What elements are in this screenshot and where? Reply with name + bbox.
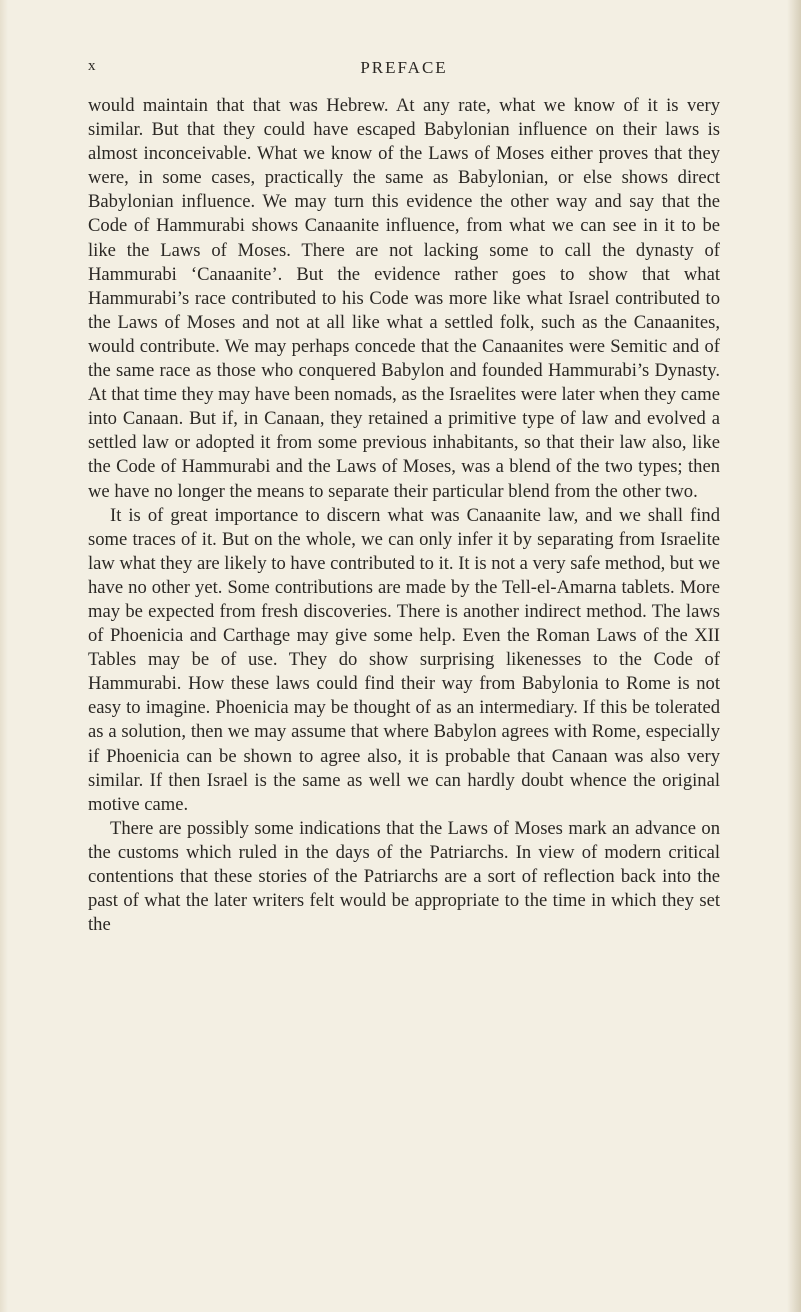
page-shadow-right — [787, 0, 801, 1312]
page-number: x — [88, 58, 96, 74]
paragraph-1: would maintain that that was Hebrew. At any rate, what we know of it is very similar. But that they could have escaped Babylonian influence on their laws is almost inconceivable. What we know of the Laws of Moses either proves that they were, in some cases, practically the same as Babylonian, or else shows direct Babylonian influence. We may turn this evidence the other way and say that the Code of Hammurabi shows Canaanite influence, from what we can see in it to be like the Laws of Moses. There are not lacking some to call the dynasty of Hammurabi ‘Canaanite’. But the evidence rather goes to show that what Hammurabi’s race contributed to his Code was more like what Israel contributed to the Laws of Moses and not at all like what a settled folk, such as the Canaanites, would contribute. We may perhaps concede that the Canaanites were Semitic and of the same race as those who conquered Babylon and founded Hammurabi’s Dynasty. At that time they may have been nomads, as the Israelites were later when they came into Canaan. But if, in Canaan, they retained a primitive type of law and evolved a settled law or adopted it from some previous inhabitants, so that their law also, like the Code of Hammurabi and the Laws of Moses, was a blend of the two types; then we have no longer the means to separate their particular blend from the other two. — [88, 95, 720, 502]
running-title: PREFACE — [360, 58, 448, 77]
body-text — [88, 94, 720, 937]
paragraph-2: It is of great importance to discern what was Canaanite law, and we shall find some traces of it. But on the whole, we can only infer it by separating from Israelite law what they are likely to have contributed to it. It is not a very safe method, but we have no other yet. Some contributions are made by the Tell-el-Amarna tablets. More may be expected from fresh discoveries. There is another indirect method. The laws of Phoenicia and Carthage may give some help. Even the Roman Laws of the XII Tables may be of use. They do show surprising likenesses to the Code of Hammurabi. How these laws could find their way from Babylonia to Rome is not easy to imagine. Phoenicia may be thought of as an intermediary. If this be tolerated as a solution, then we may assume that where Babylon agrees with Rome, especially if Phoenicia can be shown to agree also, it is probable that Canaan was also very similar. If then Israel is the same as well we can hardly doubt whence the original motive came. — [88, 504, 721, 815]
page-shadow-left — [0, 0, 8, 1312]
paragraph-3: There are possibly some indications that the Laws of Moses mark an advance on the customs which ruled in the days of the Patriarchs. In view of modern critical contentions that these stories of the Patriarchs are a sort of reflection back into the past of what the later writers felt would be appropriate to the time in which they set the — [88, 817, 720, 936]
running-head — [88, 58, 720, 84]
